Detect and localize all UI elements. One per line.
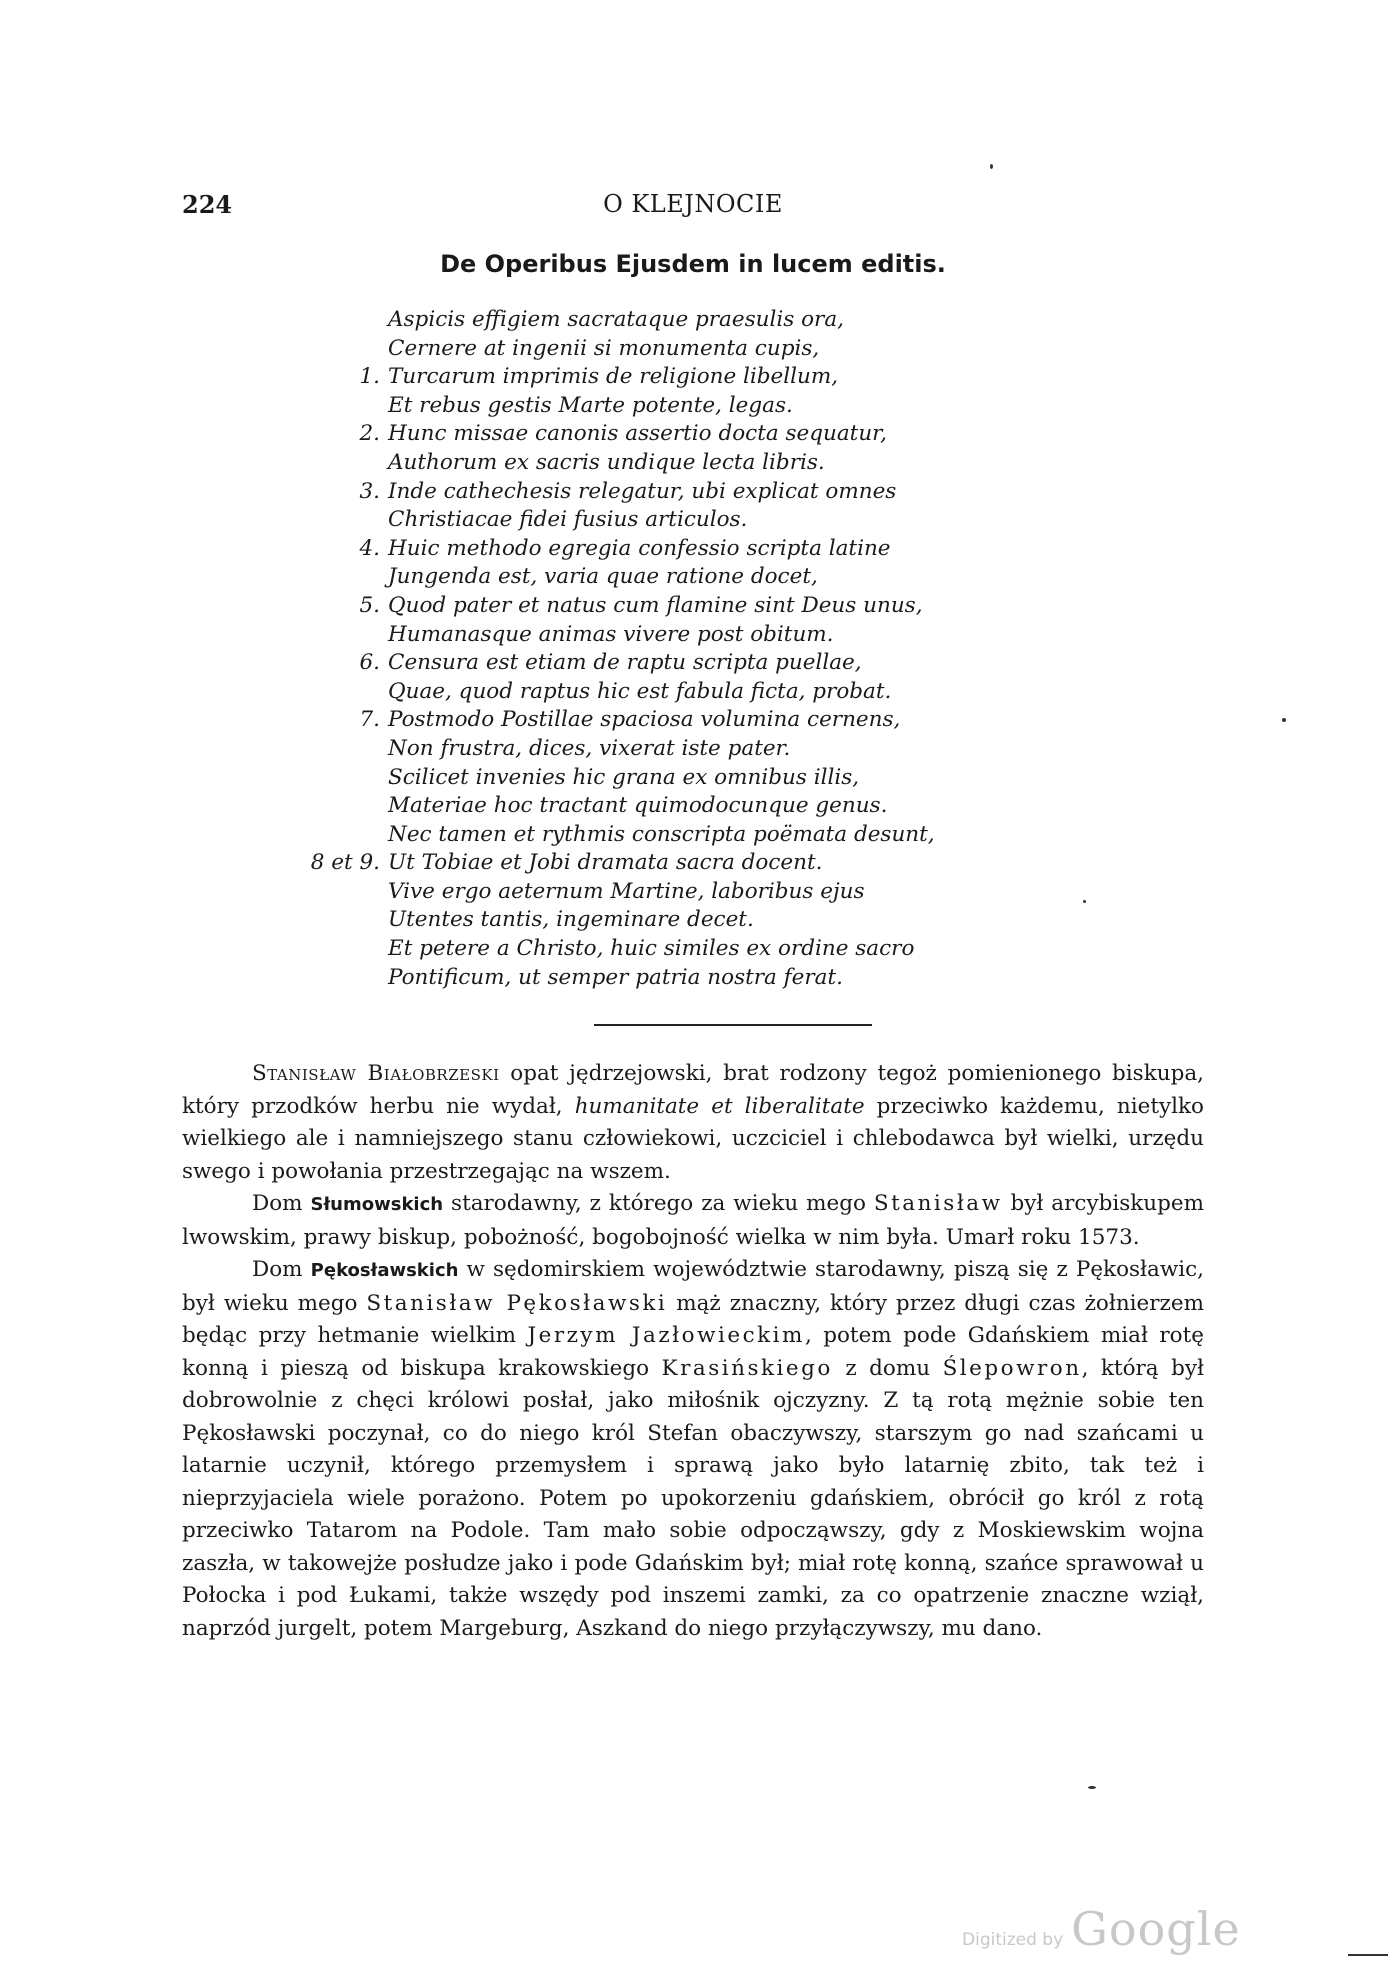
paragraph-pekoslawski: Dom Pękosławskich w sędomirskiem województwie starodawny, piszą się z Pękosławic, był wieku mego Stanisław Pękosławski mąż znaczny, który przez długi czas żołnierzem będąc przy hetmanie wielkim Jerzym Jazłowieckim, potem pode Gdańskiem miał rotę konną i pieszą od biskupa krakowskiego Krasińskiego z domu Ślepowron, którą był dobrowolnie z chęci królowi posłał, jako miłośnik ojczyzny. Z tą rotą mężnie sobie ten Pękosławski poczynał, co do niego król Stefan obaczywszy, starszym go nad szańcami u latarnie uczynił, którego przemysłem i sprawą jako było latarnię zbito, tak też i nieprzyjaciela wiele porażono. Potem po upokorzeniu gdańskiem, obrócił go król z rotą przeciwko Tatarom na Podole. Tam mało sobie odpocząwszy, gdy z Moskiewskim wojna zaszła, w takowejże posłudze jako i pode Gdańskim był; miał rotę konną, szańce sprawował u Połocka i pod Łukami, także wszędy pod inszemi zamki, za co opatrzenie znaczne wziął, naprzód jurgelt, potem Margeburg, Aszkand do niego przyłączywszy, mu dano. (182, 1257, 1205, 1641)
person-name: Stanisław Pękosławski (366, 1290, 668, 1316)
verse-line (260, 563, 1080, 592)
verse-line (260, 335, 1080, 364)
verse-line (260, 592, 1080, 621)
verse-number: 7. (359, 707, 380, 733)
verse-text: Non frustra, dices, vixerat iste pater. (388, 735, 791, 761)
verse-line (260, 420, 1080, 449)
verse-line (260, 535, 1080, 564)
google-logo: Google (1071, 1902, 1241, 1956)
verse-line (260, 764, 1080, 793)
verse-number: 4. (359, 535, 380, 561)
verse-text: Humanasque animas vivere post obitum. (388, 621, 834, 647)
verse-text: Huic methodo egregia confessio scripta latine (388, 535, 891, 561)
latin-phrase: humanitate et liberalitate (574, 1093, 865, 1119)
google-watermark (962, 1902, 1241, 1956)
verse-line (260, 935, 1080, 964)
page-header (182, 190, 1204, 230)
verse-number: 1. (359, 364, 380, 390)
verse-number: 2. (359, 421, 380, 447)
section-divider (594, 1024, 872, 1026)
verse-text: Scilicet invenies hic grana ex omnibus illis, (388, 764, 860, 790)
scan-speck (1348, 1954, 1388, 1956)
scan-speck (990, 164, 993, 169)
verse-text: Quod pater et natus cum flamine sint Deus unus, (388, 592, 923, 618)
person-name: Stanisław (873, 1191, 1003, 1216)
scan-speck (1282, 718, 1286, 722)
verse-line (260, 792, 1080, 821)
verse-line (260, 449, 1080, 478)
verse-number: 6. (359, 650, 380, 676)
verse-number: 8 et 9. (310, 850, 380, 876)
verse-line (260, 363, 1080, 392)
verse-line (260, 392, 1080, 421)
verse-text: Utentes tantis, ingeminare decet. (388, 907, 754, 933)
scan-speck (1083, 900, 1086, 903)
verse-text: Pontificum, ut semper patria nostra ferat. (388, 964, 843, 990)
prose-body (182, 1058, 1204, 1645)
poem-title: De Operibus Ejusdem in lucem editis. (440, 250, 946, 278)
verse-number: 3. (359, 478, 380, 504)
coat-of-arms-name: Ślepowron (942, 1355, 1082, 1381)
verse-line (260, 878, 1080, 907)
verse-text: Et petere a Christo, huic similes ex ordine sacro (388, 936, 915, 962)
verse-text: Inde cathechesis relegatur, ubi explicat omnes (388, 478, 897, 504)
verse-line (260, 306, 1080, 335)
verse-text: Ut Tobiae et Jobi dramata sacra docent. (388, 850, 823, 876)
watermark-caption: Digitized by (962, 1930, 1064, 1950)
verse-text: Christiacae fidei fusius articulos. (388, 507, 748, 533)
verse-line (260, 706, 1080, 735)
verse-text: Censura est etiam de raptu scripta puellae, (388, 650, 862, 676)
verse-text: Quae, quod raptus hic est fabula ficta, probat. (388, 678, 892, 704)
verse-text: Turcarum imprimis de religione libellum, (388, 364, 839, 390)
verse-line (260, 821, 1080, 850)
verse-line (260, 906, 1080, 935)
paragraph-bialobrzeski: Stanisław Białobrzeski opat jędrzejowski, brat rodzony tegoż pomienionego biskupa, który przodków herbu nie wydał, humanitate et liberalitate przeciwko każdemu, nietylko wielkiego ale i namniejszego stanu człowiekowi, uczciciel i chlebodawca był wielki, urzędu swego i powołania przestrzegając na wszem. (182, 1061, 1204, 1184)
poem-verses (260, 306, 1080, 992)
verse-line (260, 678, 1080, 707)
verse-text: Nec tamen et rythmis conscripta poëmata desunt, (388, 821, 935, 847)
verse-text: Cernere at ingenii si monumenta cupis, (388, 335, 820, 361)
verse-line (260, 964, 1080, 993)
verse-line (260, 621, 1080, 650)
verse-text: Aspicis effigiem sacrataque praesulis ora, (388, 307, 844, 332)
verse-text: Authorum ex sacris undique lecta libris. (388, 449, 825, 475)
verse-line (260, 735, 1080, 764)
verse-text: Vive ergo aeternum Martine, laboribus ejus (388, 878, 865, 904)
verse-line (260, 478, 1080, 507)
verse-text: Postmodo Postillae spaciosa volumina cernens, (388, 707, 901, 733)
page-number: 224 (182, 190, 233, 219)
person-name: Krasińskiego (661, 1355, 833, 1381)
verse-text: Et rebus gestis Marte potente, legas. (388, 392, 793, 418)
verse-line (260, 649, 1080, 678)
verse-line (260, 849, 1080, 878)
house-name: Słumowskich (310, 1194, 444, 1215)
house-name: Pękosławskich (310, 1260, 459, 1281)
verse-text: Hunc missae canonis assertio docta sequatur, (388, 421, 887, 447)
person-name: Jerzym Jazłowieckim (527, 1323, 805, 1348)
person-name: Stanisław Białobrzeski (252, 1061, 500, 1086)
paragraph-slumowski: Dom Słumowskich starodawny, z którego za wieku mego Stanisław był arcybiskupem lwowskim, prawy biskup, pobożność, bogobojność wielka w nim była. Umarł roku 1573. (182, 1191, 1205, 1250)
running-title: O KLEJNOCIE (603, 190, 783, 218)
verse-line (260, 506, 1080, 535)
scan-speck (1088, 1786, 1096, 1789)
verse-text: Materiae hoc tractant quimodocunque genus. (388, 793, 888, 819)
verse-text: Jungenda est, varia quae ratione docet, (388, 564, 818, 590)
verse-number: 5. (359, 592, 380, 618)
